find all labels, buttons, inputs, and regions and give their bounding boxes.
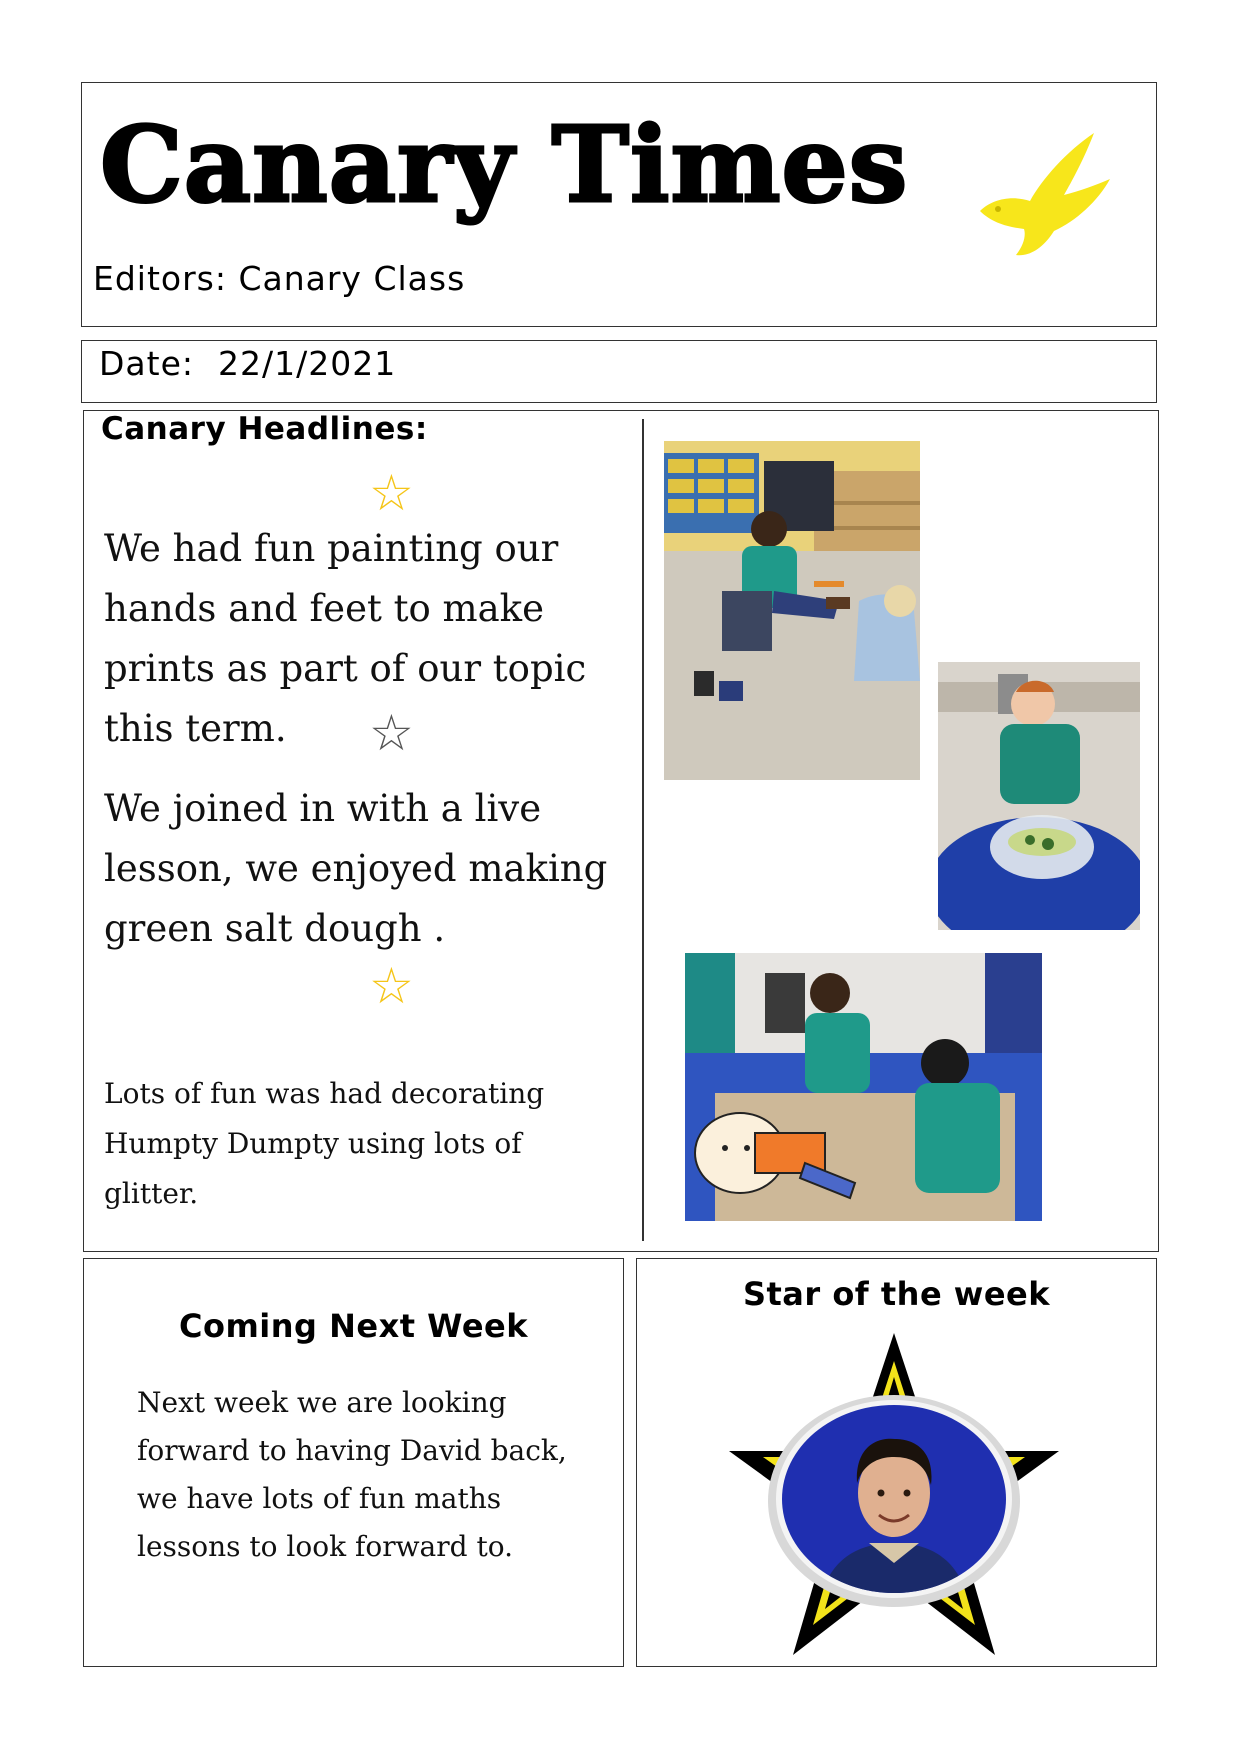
headlines-title: Canary Headlines: bbox=[101, 411, 428, 447]
column-divider bbox=[642, 419, 644, 1241]
headline-story: Lots of fun was had decorating Humpty Dumpty using lots of glitter. bbox=[104, 1077, 545, 1210]
newsletter-title: Canary Times bbox=[100, 103, 909, 226]
star-of-week-title: Star of the week bbox=[742, 1275, 1051, 1313]
date-value: 22/1/2021 bbox=[218, 344, 397, 383]
photo-salt-dough bbox=[938, 662, 1140, 930]
masthead bbox=[81, 82, 1157, 327]
star-of-week-portrait bbox=[729, 1333, 1059, 1655]
coming-next-week-text: Next week we are looking forward to having David back, we have lots of fun maths lessons to look forward to. bbox=[137, 1386, 567, 1563]
headline-story: We had fun painting our hands and feet to make prints as part of our topic this term. bbox=[104, 527, 587, 750]
star-separator-icon: ☆ bbox=[369, 957, 414, 1015]
star-separator-icon: ☆ bbox=[369, 464, 414, 522]
headline-story: We joined in with a live lesson, we enjoyed making green salt dough . bbox=[104, 787, 608, 950]
date-bar bbox=[81, 340, 1157, 403]
coming-next-week-title: Coming Next Week bbox=[178, 1307, 528, 1345]
date-label: Date: bbox=[99, 344, 194, 383]
star-of-week-section bbox=[636, 1258, 1157, 1667]
photo-humpty-dumpty bbox=[685, 953, 1042, 1221]
canary-bird-icon bbox=[972, 129, 1112, 259]
editors-line: Editors: Canary Class bbox=[93, 259, 466, 298]
photo-feet-painting bbox=[664, 441, 920, 780]
coming-next-week-section bbox=[83, 1258, 624, 1667]
star-separator-icon: ☆ bbox=[369, 704, 414, 762]
